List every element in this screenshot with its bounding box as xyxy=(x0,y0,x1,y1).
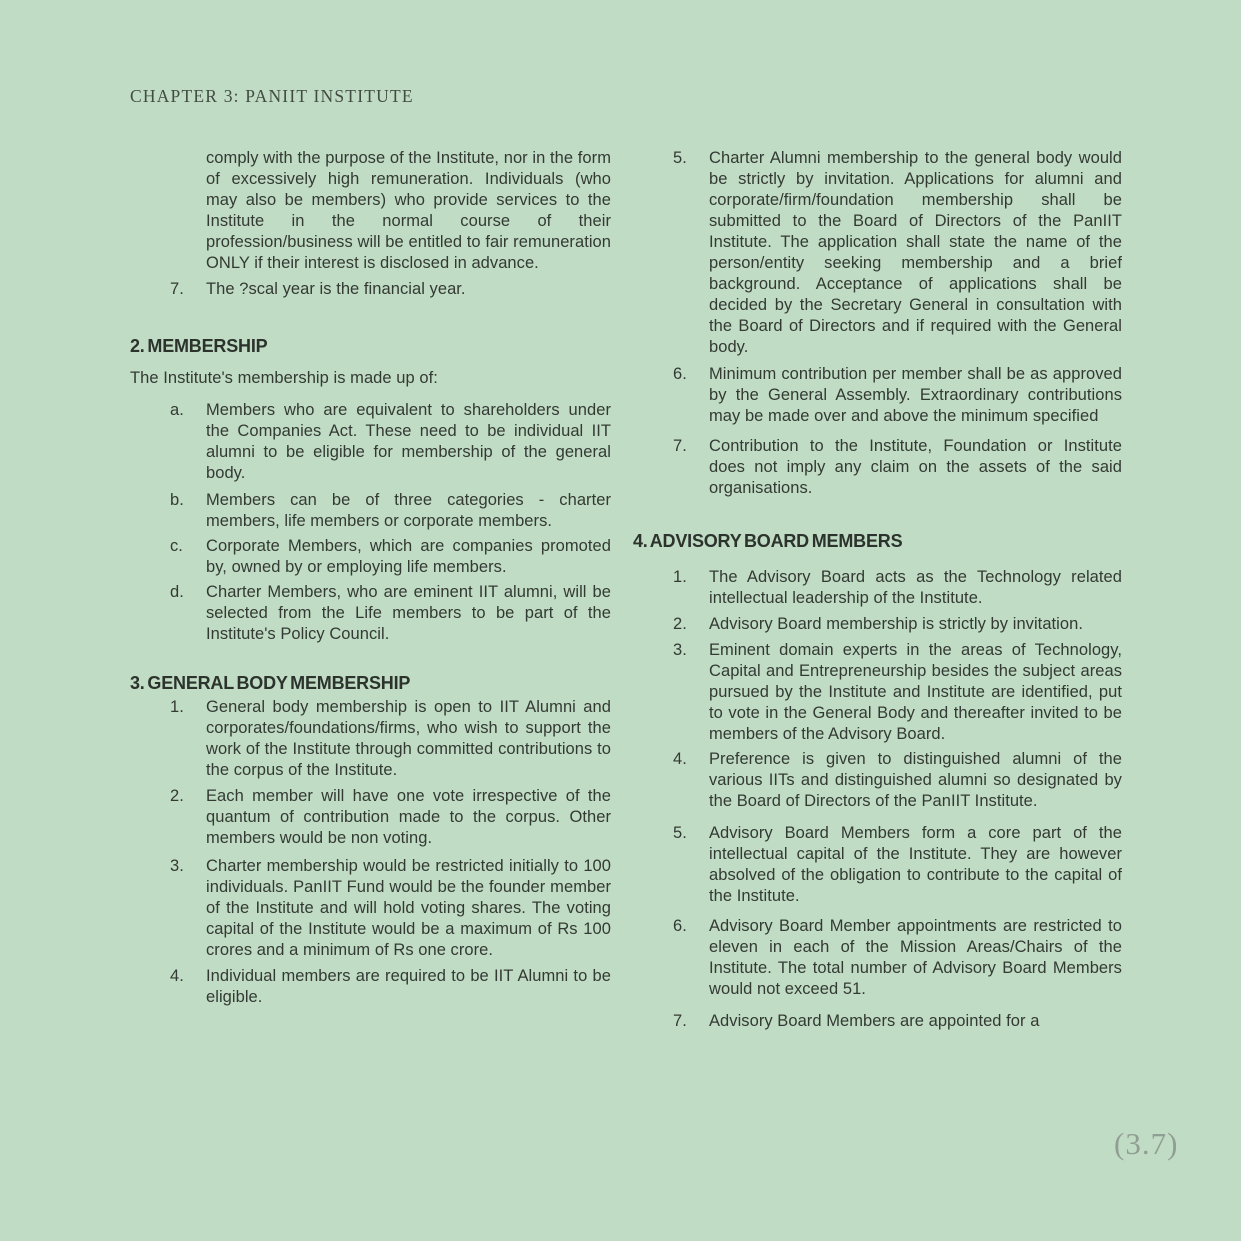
list-item-number: 5. xyxy=(673,824,687,842)
list-item-text: Charter membership would be restricted initially to 100 individuals. PanIIT Fund would be the founder member of the Institute and will hold voting shares. The voting capital of the Institute would be a maximum of Rs 100 crores and a minimum of Rs one crore. xyxy=(206,857,611,959)
list-item-text: Individual members are required to be IIT Alumni to be eligible. xyxy=(206,967,611,1006)
list-item-text: Contribution to the Institute, Foundation or Institute does not imply any claim on the assets of the said organisations. xyxy=(709,437,1122,497)
list-item xyxy=(633,436,1122,499)
list-item xyxy=(130,400,611,484)
list-item-text: Preference is given to distinguished alumni of the various IITs and distinguished alumni so designated by the Board of Directors of the PanIIT Institute. xyxy=(709,750,1122,810)
list-item-number: 5. xyxy=(673,149,687,167)
list-item xyxy=(633,749,1122,812)
left-column xyxy=(130,148,611,1008)
list-item-text: Advisory Board Member appointments are restricted to eleven in each of the Mission Areas/Chairs of the Institute. The total number of Advisory Board Members would not exceed 51. xyxy=(709,917,1122,998)
list-item-number: 7. xyxy=(673,1012,687,1030)
list-item-number: 2. xyxy=(170,787,184,805)
list-item xyxy=(130,786,611,849)
list-item-text: Minimum contribution per member shall be as approved by the General Assembly. Extraordinary contributions may be made over and above the minimum specified xyxy=(709,365,1122,425)
list-item-text: Advisory Board Members are appointed for a xyxy=(709,1012,1040,1030)
list-item-text: Charter Alumni membership to the general body would be strictly by invitation. Applications for alumni and corporate/firm/foundation membership shall be submitted to the Board of Directors of the PanIIT Institute. The application shall state the name of the person/entity seeking membership and a brief background. Acceptance of applications shall be decided by the Secretary General in consultation with the Board of Directors and if required with the General body. xyxy=(709,149,1122,356)
section-heading-advisory-board-members: 4. ADVISORY BOARD MEMBERS xyxy=(633,531,903,551)
list-item xyxy=(633,1011,1122,1032)
list-item-text: Charter Members, who are eminent IIT alumni, will be selected from the Life members to be part of the Institute's Policy Council. xyxy=(206,583,611,643)
list-item xyxy=(633,916,1122,1000)
section-intro: The Institute's membership is made up of: xyxy=(130,369,438,387)
list-item xyxy=(130,966,611,1008)
list-item-number: 3. xyxy=(170,857,184,875)
continuation-paragraph: comply with the purpose of the Institute, nor in the form of excessively high remuneration. Individuals (who may also be members) who provide services to the Institute in the normal course of their profession/business will be entitled to fair remuneration ONLY if their interest is disclosed in advance. xyxy=(206,149,611,272)
list-item xyxy=(130,856,611,961)
list-item xyxy=(633,148,1122,358)
list-item-text: Each member will have one vote irrespective of the quantum of contribution made to the corpus. Other members would be non voting. xyxy=(206,787,611,847)
section-heading-general-body-membership: 3. GENERAL BODY MEMBERSHIP xyxy=(130,673,411,693)
list-item-number: 4. xyxy=(673,750,687,768)
list-item-number: 6. xyxy=(673,365,687,383)
list-item-number: 1. xyxy=(673,568,687,586)
list-item-number: 4. xyxy=(170,967,184,985)
list-item xyxy=(130,582,611,645)
page-number: (3.7) xyxy=(1114,1126,1179,1161)
list-item xyxy=(633,640,1122,745)
list-item-text: Advisory Board Members form a core part of the intellectual capital of the Institute. They are however absolved of the obligation to contribute to the capital of the Institute. xyxy=(709,824,1122,905)
list-item-number: 1. xyxy=(170,698,184,716)
list-item xyxy=(633,823,1122,907)
list-item xyxy=(633,364,1122,427)
list-item-text: Eminent domain experts in the areas of Technology, Capital and Entrepreneurship besides the subject areas pursued by the Institute and Institute are identified, put to vote in the General Body and thereafter invited to be members of the Advisory Board. xyxy=(709,641,1122,743)
right-column xyxy=(633,148,1122,1032)
list-item-number: d. xyxy=(170,583,184,601)
list-item xyxy=(633,614,1122,635)
list-item-number: c. xyxy=(170,537,183,555)
section-heading-membership: 2. MEMBERSHIP xyxy=(130,336,268,356)
list-item-number: b. xyxy=(170,491,184,509)
list-item xyxy=(130,279,611,300)
list-item-text: General body membership is open to IIT Alumni and corporates/foundations/firms, who wish to support the work of the Institute through committed contributions to the corpus of the Institute. xyxy=(206,698,611,779)
list-item-text: Members can be of three categories - charter members, life members or corporate members. xyxy=(206,491,611,530)
list-item-text: The Advisory Board acts as the Technology related intellectual leadership of the Institute. xyxy=(709,568,1122,607)
list-item-text: Corporate Members, which are companies promoted by, owned by or employing life members. xyxy=(206,537,611,576)
list-item xyxy=(130,697,611,781)
list-item xyxy=(130,490,611,532)
list-item xyxy=(130,536,611,578)
list-item-text: The ?scal year is the financial year. xyxy=(206,280,466,298)
list-item-text: Members who are equivalent to shareholders under the Companies Act. These need to be individual IIT alumni to be eligible for membership of the general body. xyxy=(206,401,611,482)
list-item-text: Advisory Board membership is strictly by invitation. xyxy=(709,615,1083,633)
list-item xyxy=(633,567,1122,609)
list-item-number: 7. xyxy=(170,280,184,298)
list-item-number: 7. xyxy=(673,437,687,455)
list-item-number: 2. xyxy=(673,615,687,633)
list-item-number: 6. xyxy=(673,917,687,935)
chapter-header: CHAPTER 3: PANIIT INSTITUTE xyxy=(130,86,414,106)
list-item-number: 3. xyxy=(673,641,687,659)
list-item-number: a. xyxy=(170,401,184,419)
